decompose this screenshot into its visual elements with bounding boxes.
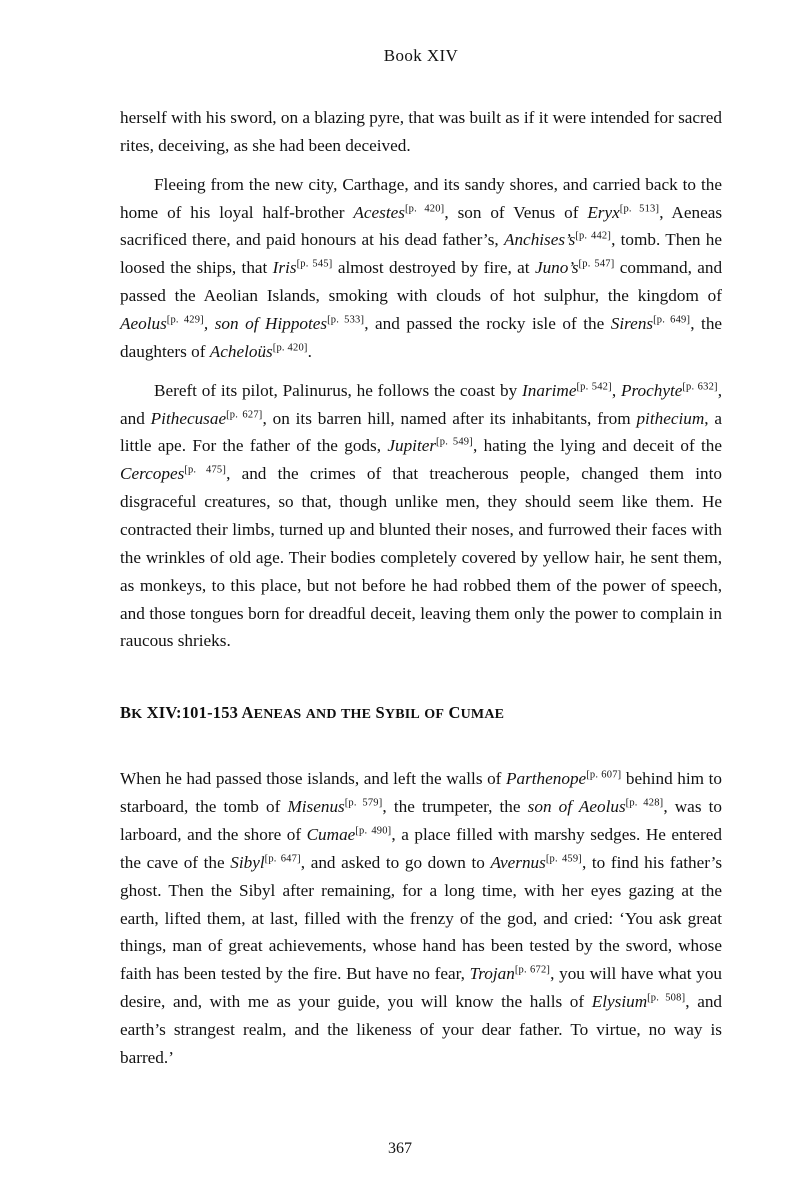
text-run: , and passed the rocky isle of the xyxy=(364,314,611,334)
text-run: , hating the lying and deceit of the xyxy=(472,436,723,456)
proper-name: Cumae xyxy=(306,825,356,845)
text-run: , and xyxy=(120,380,723,428)
page-reference[interactable]: [p. 607] xyxy=(586,769,622,781)
page-reference[interactable]: [p. 490] xyxy=(355,825,392,837)
running-head: Book XIV xyxy=(383,46,459,65)
text-run: . xyxy=(307,341,312,361)
proper-name: son of Aeolus xyxy=(527,797,626,817)
text-run: , you will have what you desire, and, with me as your guide, you will know the halls of xyxy=(120,964,723,1012)
proper-name: Trojan xyxy=(469,964,515,984)
page-reference[interactable]: [p. 513] xyxy=(619,202,660,214)
text-run: behind him to starboard, the tomb of xyxy=(120,769,722,817)
proper-name: , son of Hippotes xyxy=(203,314,328,334)
paragraph xyxy=(120,765,722,1071)
proper-name: Pithecusae xyxy=(150,408,227,428)
proper-name: Aeolus xyxy=(120,314,167,334)
text-run: , to find his father’s ghost. Then the Sibyl after remaining, for a long time, with her eyes gazing at the earth, lifted them, at last, filled with the frenzy of the god, and cried: ‘You ask great things, man of great achievements, whose hand has been tested by the sword, whose faith has been tested by the fire. But have no fear, xyxy=(120,852,723,984)
body-text-before-heading xyxy=(120,104,722,655)
text-run: , and earth’s strangest realm, and the likeness of your dear father. To virtue, no way is barred.’ xyxy=(120,992,723,1067)
page-reference[interactable]: [p. 649] xyxy=(653,314,691,326)
proper-name: Eryx xyxy=(587,202,620,222)
page-number: 367 xyxy=(388,1140,412,1157)
text-run: , xyxy=(611,380,621,400)
text-run: , the daughters of xyxy=(120,314,723,361)
proper-name: Avernus xyxy=(490,852,546,872)
text-run: Fleeing from the new city, Carthage, and its sandy shores, and carried back to the home of his loyal half-brother xyxy=(120,174,722,222)
text-run: , and asked to go down to xyxy=(300,852,491,872)
text-run: , a little ape. For the father of the gods, xyxy=(120,408,723,456)
text-run: , tomb. Then he loosed the ships, that xyxy=(120,230,723,278)
page-reference[interactable]: [p. 627] xyxy=(226,408,263,420)
text-run: , the trumpeter, the xyxy=(382,797,528,817)
page-reference[interactable]: [p. 508] xyxy=(647,992,686,1004)
text-run: command, and passed the Aeolian Islands, smoking with clouds of hot sulphur, the kingdom of xyxy=(120,258,723,306)
proper-name: Cercopes xyxy=(120,464,185,484)
proper-name: Acestes xyxy=(353,202,405,222)
proper-name: Misenus xyxy=(287,797,345,817)
page-reference[interactable]: [p. 672] xyxy=(514,964,551,976)
proper-name: Anchises’s xyxy=(503,230,576,250)
page-reference[interactable]: [p. 542] xyxy=(576,381,612,392)
proper-name: Jupiter xyxy=(387,436,437,456)
proper-name: Sirens xyxy=(610,314,654,334)
text-run: , on its barren hill, named after its inhabitants, from xyxy=(262,408,637,428)
text-run: , son of Venus of xyxy=(444,202,588,222)
paragraph xyxy=(120,377,722,656)
text-run: Bereft of its pilot, Palinurus, he follows the coast by xyxy=(154,380,523,400)
page-reference[interactable]: [p. 420] xyxy=(404,202,445,214)
text-run: , was to larboard, and the shore of xyxy=(120,797,723,845)
proper-name: Parthenope xyxy=(506,769,587,789)
page-reference[interactable]: [p. 547] xyxy=(578,258,615,270)
page-reference[interactable]: [p. 420] xyxy=(272,342,308,354)
text-run: When he had passed those islands, and left the walls of xyxy=(120,769,506,789)
section-heading: BK XIV:101-153 AENEAS AND THE SYBIL OF CUMAE xyxy=(120,703,505,723)
proper-name: pithecium xyxy=(636,408,705,428)
proper-name: Iris xyxy=(272,258,297,278)
proper-name: Acheloüs xyxy=(209,341,273,361)
text-run: herself with his sword, on a blazing pyre, that was built as if it were intended for sacred rites, deceiving, as she had been deceived. xyxy=(120,108,722,155)
page-reference[interactable]: [p. 428] xyxy=(625,797,664,809)
page-reference[interactable]: [p. 632] xyxy=(682,381,718,392)
page-reference[interactable]: [p. 647] xyxy=(264,853,301,865)
proper-name: Sibyl xyxy=(230,852,265,872)
text-run: , a place filled with marshy sedges. He entered the cave of the xyxy=(120,825,723,872)
paragraph xyxy=(120,171,722,366)
page-reference[interactable]: [p. 459] xyxy=(545,853,582,865)
paragraph xyxy=(120,104,722,160)
proper-name: Elysium xyxy=(591,992,648,1012)
page-reference[interactable]: [p. 475] xyxy=(184,464,227,476)
text-run: , and the crimes of that treacherous people, changed them into disgraceful creatures, so that, though unlike men, they should seem like them. He contracted their limbs, turned up and blunted their noses, and furrowed their faces with the wrinkles of old age. Their bodies completely covered by yellow hair, he sent them, as monkeys, to this place, but not before he had robbed them of the power of speech, and those tongues born for dreadful deceit, leaving them only the power to complain in raucous shrieks. xyxy=(120,464,723,651)
page-reference[interactable]: [p. 579] xyxy=(344,797,383,809)
page-reference[interactable]: [p. 429] xyxy=(166,314,204,326)
page-reference[interactable]: [p. 545] xyxy=(296,258,333,270)
body-text-after-heading xyxy=(120,765,722,1071)
page-reference[interactable]: [p. 533] xyxy=(327,314,365,326)
proper-name: Juno’s xyxy=(534,258,579,278)
page-reference[interactable]: [p. 549] xyxy=(436,436,473,448)
proper-name: Prochyte xyxy=(620,380,683,400)
text-run: , Aeneas sacrificed there, and paid honours at his dead father’s, xyxy=(120,202,723,250)
proper-name: Inarime xyxy=(522,380,577,400)
page-reference[interactable]: [p. 442] xyxy=(575,230,612,242)
text-run: almost destroyed by fire, at xyxy=(332,258,535,278)
